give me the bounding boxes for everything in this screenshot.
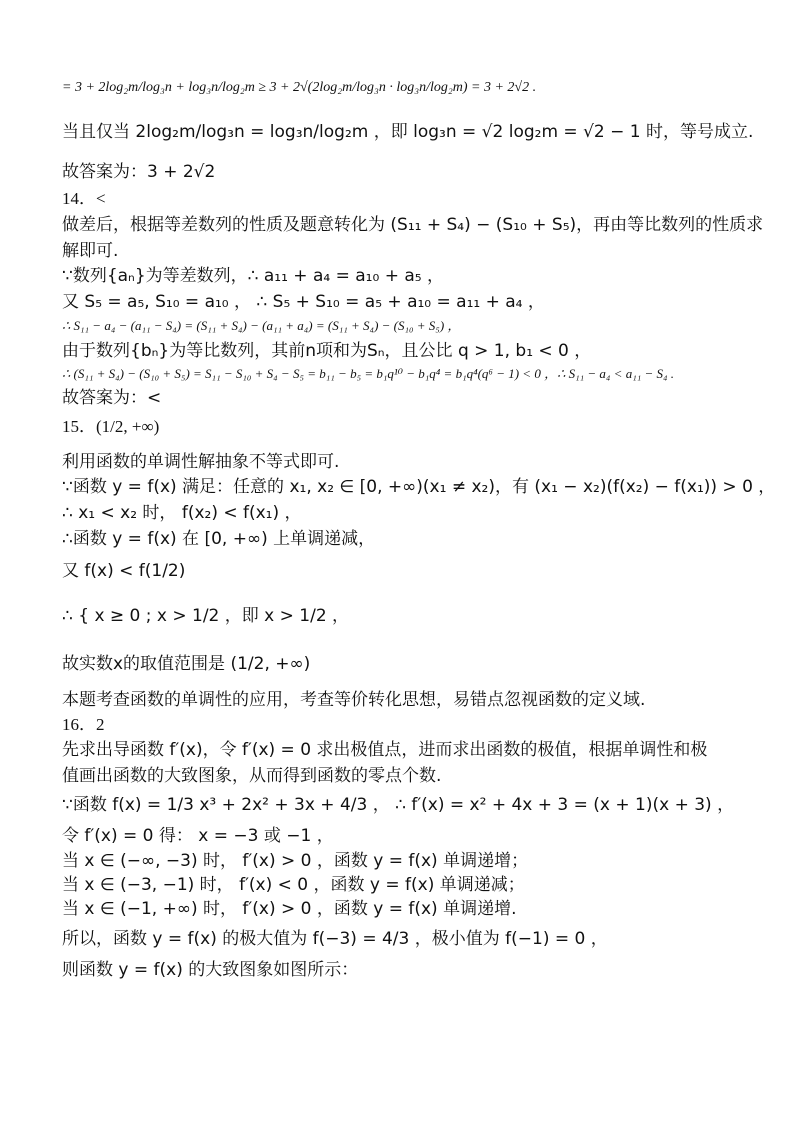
solution-line-17: ∴函数 y = f(x) 在 [0, +∞) 上单调递减， (62, 529, 376, 549)
solution-line-8: 又 S₅ = a₅, S₁₀ = a₁₀ ， ∴ S₅ + S₁₀ = a₅ + a₁₀ = a₁₁ + a₄ ， (62, 292, 545, 312)
solution-line-9: ∴ S₁₁ − a₄ − (a₁₁ − S₄) = (S₁₁ + S₄) − (a₁₁ + a₄) = (S₁₁ + S₄) − (S₁₀ + S₅) ， (62, 318, 461, 333)
solution-line-25: ∵函数 f(x) = 1/3 x³ + 2x² + 3x + 4/3 ， ∴ f′(x) = x² + 4x + 3 = (x + 1)(x + 3) ， (62, 795, 735, 815)
solution-line-26: 令 f′(x) = 0 得： x = −3 或 −1 ， (62, 826, 334, 846)
solution-line-21: 本题考查函数的单调性的应用，考查等价转化思想，易错点忽视函数的定义域. (62, 690, 646, 710)
solution-line-23: 先求出导函数 f′(x)，令 f′(x) = 0 求出极值点，进而求出函数的极值，根据单调性和极 (62, 740, 708, 760)
solution-line-28: 当 x ∈ (−3, −1) 时， f′(x) < 0 ，函数 y = f(x) 单调递减； (62, 875, 525, 895)
solution-line-19: ∴ { x ≥ 0 ; x > 1/2 ，即 x > 1/2 ， (62, 606, 350, 626)
solution-line-16: ∴ x₁ < x₂ 时， f(x₂) < f(x₁) ， (62, 503, 302, 523)
answer-line-13: 故答案为：3 + 2√2 (62, 162, 216, 182)
solution-line-18: 又 f(x) < f(1/2) (62, 561, 186, 581)
solution-line-10: 由于数列{bₙ}为等比数列，其前n项和为Sₙ，且公比 q > 1, b₁ < 0 ， (62, 341, 592, 361)
solution-line-15: ∵函数 y = f(x) 满足：任意的 x₁, x₂ ∈ [0, +∞)(x₁ ≠ x₂)，有 (x₁ − x₂)(f(x₂) − f(x₁)) > 0 ， (62, 477, 776, 497)
solution-line-29: 当 x ∈ (−1, +∞) 时， f′(x) > 0 ，函数 y = f(x) 单调递增. (62, 899, 517, 919)
solution-line-20: 故实数x的取值范围是 (1/2, +∞) (62, 654, 311, 674)
solution-line-30: 所以，函数 y = f(x) 的极大值为 f(−3) = 4/3 ，极小值为 f(−1) = 0 ， (62, 929, 608, 949)
solution-line-27: 当 x ∈ (−∞, −3) 时， f′(x) > 0 ，函数 y = f(x) 单调递增； (62, 851, 529, 871)
question-number-15: 15．(1/2, +∞) (62, 417, 160, 436)
solution-line-14: 利用函数的单调性解抽象不等式即可. (62, 452, 340, 472)
solution-line-7: ∵数列{aₙ}为等差数列，∴ a₁₁ + a₄ = a₁₀ + a₅ ， (62, 266, 444, 286)
solution-line-24: 值画出函数的大致图象，从而得到函数的零点个数. (62, 766, 442, 786)
solution-line-31: 则函数 y = f(x) 的大致图象如图所示： (62, 960, 359, 980)
question-number-16: 16．2 (62, 715, 105, 734)
answer-line-14: 故答案为：< (62, 388, 162, 408)
solution-line-5: 做差后，根据等差数列的性质及题意转化为 (S₁₁ + S₄) − (S₁₀ + S₅)，再由等比数列的性质求 (62, 215, 764, 235)
solution-line-1: = 3 + 2log₂m/log₃n + log₃n/log₂m ≥ 3 + 2√(2log₂m/log₃n · log₃n/log₂m) = 3 + 2√2 . (62, 80, 537, 95)
solution-line-6: 解即可. (62, 241, 119, 261)
question-number-14: 14．< (62, 189, 106, 208)
solution-line-11: ∴ (S₁₁ + S₄) − (S₁₀ + S₅) = S₁₁ − S₁₀ + S₄ − S₅ = b₁₁ − b₅ = b₁q¹⁰ − b₁q⁴ = b₁q⁴(q⁶ − 1) < 0 ，∴ S₁₁ − a₄ < a₁₁ − S₄ . (62, 366, 675, 381)
solution-line-2: 当且仅当 2log₂m/log₃n = log₃n/log₂m ，即 log₃n = √2 log₂m = √2 − 1 时，等号成立. (62, 122, 754, 142)
